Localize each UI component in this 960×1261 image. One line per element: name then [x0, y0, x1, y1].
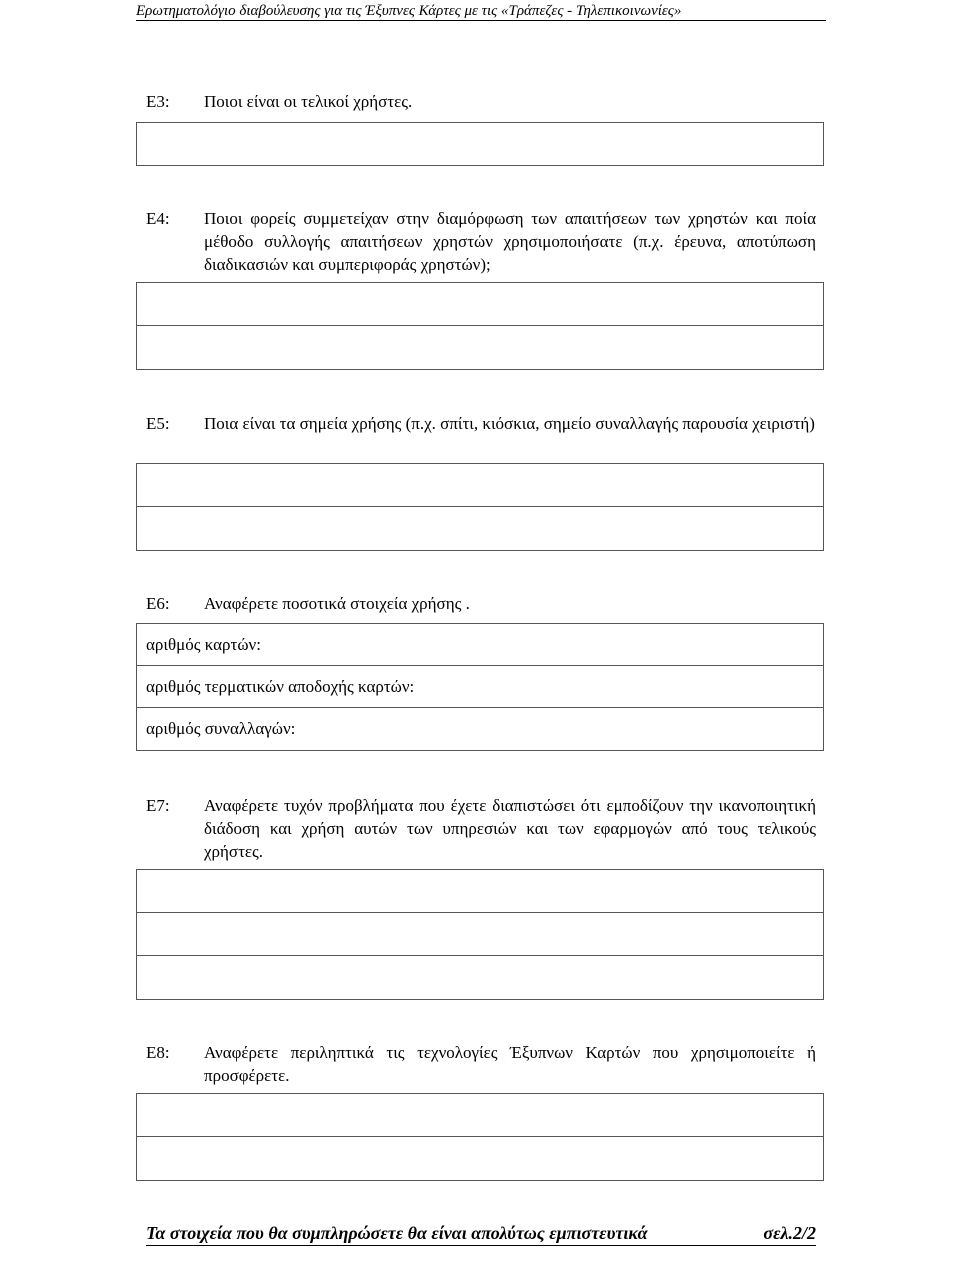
question-label-e8: Ε8: [146, 1043, 170, 1062]
question-text-e8: Αναφέρετε περιληπτικά τις τεχνολογίες Έξυπνων Καρτών που χρησιμοποιείτε ή προσφέρετε. [204, 1043, 816, 1085]
question-text-e5: Ποια είναι τα σημεία χρήσης (π.χ. σπίτι, κιόσκια, σημείο συναλλαγής παρουσία χειριστή) [204, 414, 815, 433]
question-text-e7: Αναφέρετε τυχόν προβλήματα που έχετε διαπιστώσει ότι εμποδίζουν την ικανοποιητική διάδοση και χρήση αυτών των υπηρεσιών και των εφαρμογών από τους τελικούς χρήστες. [204, 796, 816, 861]
answer-line[interactable] [137, 326, 823, 369]
stats-box-e6 [136, 623, 824, 751]
document-header: Ερωτηματολόγιο διαβούλευσης για τις Έξυπνες Κάρτες με τις «Τράπεζες - Τηλεπικοινωνίες» [136, 2, 826, 21]
answer-box-e5[interactable] [136, 463, 824, 551]
stat-terminals-field[interactable]: αριθμός τερματικών αποδοχής καρτών: [137, 666, 823, 708]
stat-cards-field[interactable]: αριθμός καρτών: [137, 624, 823, 666]
answer-line[interactable] [137, 870, 823, 913]
answer-box-e7[interactable] [136, 869, 824, 1000]
answer-box-e8[interactable] [136, 1093, 824, 1181]
stat-transactions-field[interactable]: αριθμός συναλλαγών: [146, 719, 296, 738]
question-label-e3: Ε3: [146, 92, 170, 111]
page-number: σελ.2/2 [763, 1223, 816, 1243]
question-text-e4: Ποιοι φορείς συμμετείχαν στην διαμόρφωση των απαιτήσεων των χρηστών και ποία μέθοδο συλλογής απαιτήσεων χρηστών χρησιμοποιήσατε (π.χ. έρευνα, αποτύπωση διαδικασιών και συμπεριφοράς χρηστών); [204, 209, 816, 274]
answer-line[interactable] [137, 123, 823, 165]
answer-line[interactable] [137, 956, 823, 999]
question-label-e7: Ε7: [146, 796, 170, 815]
answer-line[interactable] [137, 283, 823, 326]
answer-line[interactable] [137, 913, 823, 956]
answer-line[interactable] [137, 1137, 823, 1180]
answer-line[interactable] [137, 1094, 823, 1137]
document-footer [146, 1221, 816, 1246]
question-label-e6: Ε6: [146, 594, 170, 613]
question-text-e3: Ποιοι είναι οι τελικοί χρήστες. [204, 92, 413, 111]
answer-line[interactable] [137, 464, 823, 507]
confidentiality-note: Τα στοιχεία που θα συμπληρώσετε θα είναι απολύτως εμπιστευτικά [146, 1223, 648, 1243]
answer-line[interactable] [137, 507, 823, 550]
question-label-e4: Ε4: [146, 209, 170, 228]
question-text-e6: Αναφέρετε ποσοτικά στοιχεία χρήσης . [204, 594, 470, 613]
answer-box-e4[interactable] [136, 282, 824, 370]
answer-box-e3[interactable] [136, 122, 824, 166]
question-label-e5: Ε5: [146, 414, 170, 433]
